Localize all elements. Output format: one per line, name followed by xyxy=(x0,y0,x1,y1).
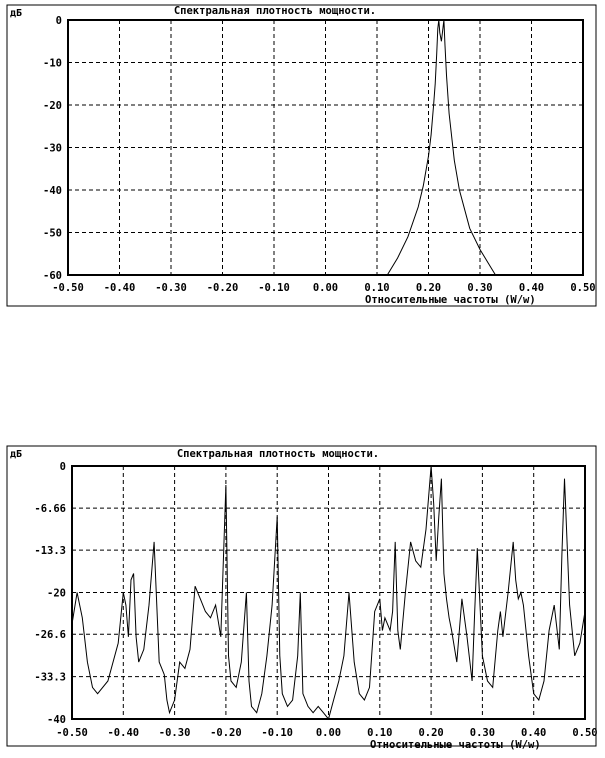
chart-1-title: Спектральная плотность мощности. xyxy=(173,5,377,17)
chart-1-y-ticks xyxy=(43,15,62,282)
chart-1-x-tick-label: 0.20 xyxy=(415,282,442,294)
chart-1-x-tick-label: -0.50 xyxy=(52,282,84,294)
chart-2-y-tick-label: -26.6 xyxy=(34,629,66,642)
chart-1-y-tick-label: -50 xyxy=(43,227,62,240)
chart-1-x-tick-label: 0.00 xyxy=(312,282,339,294)
chart-2-x-tick-label: 0.00 xyxy=(315,727,342,739)
chart-2-title: Спектральная плотность мощности. xyxy=(176,448,380,460)
chart-1-x-tick-label: -0.40 xyxy=(103,282,136,294)
chart-1-y-tick-label: -60 xyxy=(43,270,62,282)
chart-2-x-tick-label: 0.30 xyxy=(469,727,496,739)
chart-1-y-tick-label: -30 xyxy=(43,142,62,155)
chart-1-y-tick-label: -10 xyxy=(43,57,62,70)
chart-2-x-tick-label: -0.10 xyxy=(261,727,294,739)
chart-2-y-unit-label: дБ xyxy=(10,449,23,460)
chart-2-x-axis-label: Относительные частоты (W/w) xyxy=(370,739,541,751)
chart-1-x-tick-label: -0.20 xyxy=(206,282,239,294)
chart-1-x-tick-label: 0.40 xyxy=(518,282,545,294)
chart-2-y-tick-label: -6.66 xyxy=(34,503,66,516)
chart-1-y-tick-label: -40 xyxy=(43,185,62,197)
chart-2-x-tick-label: 0.50 xyxy=(572,727,598,739)
chart-2-x-tick-label: 0.20 xyxy=(418,727,444,739)
chart-2-y-tick-label: 0 xyxy=(59,461,66,473)
chart-2-y-tick-label: -13.3 xyxy=(34,545,66,558)
chart-1-y-unit-label: дБ xyxy=(10,8,23,19)
chart-1-y-tick-label: 0 xyxy=(55,15,62,27)
chart-1-x-tick-label: 0.50 xyxy=(570,282,596,294)
chart-2-x-tick-label: -0.20 xyxy=(210,727,242,739)
chart-2-y-tick-label: -40 xyxy=(47,714,66,726)
chart-1-frame xyxy=(7,5,596,306)
chart-2-y-ticks xyxy=(34,461,66,726)
chart-1-x-ticks xyxy=(52,282,595,294)
chart-2-x-tick-label: -0.40 xyxy=(107,727,140,739)
chart-1-grid xyxy=(68,20,583,275)
chart-2-x-tick-label: 0.10 xyxy=(367,727,393,739)
chart-2-y-tick-label: -33.3 xyxy=(34,671,66,684)
chart-2-x-tick-label: -0.50 xyxy=(56,727,88,739)
chart-2-x-ticks xyxy=(56,727,597,739)
chart-2-y-tick-label: -20 xyxy=(47,587,66,600)
chart-2-x-tick-label: -0.30 xyxy=(158,727,191,739)
chart-2-x-tick-label: 0.40 xyxy=(521,727,547,739)
chart-1-x-tick-label: 0.10 xyxy=(364,282,390,294)
spectrum-chart-2 xyxy=(7,446,598,751)
chart-1-x-axis-label: Относительные частоты (W/w) xyxy=(365,294,536,306)
chart-1-x-tick-label: -0.30 xyxy=(155,282,187,294)
chart-1-y-tick-label: -20 xyxy=(43,100,62,112)
chart-1-x-tick-label: -0.10 xyxy=(258,282,290,294)
chart-1-x-tick-label: 0.30 xyxy=(467,282,493,294)
spectrum-chart-1 xyxy=(7,5,596,306)
